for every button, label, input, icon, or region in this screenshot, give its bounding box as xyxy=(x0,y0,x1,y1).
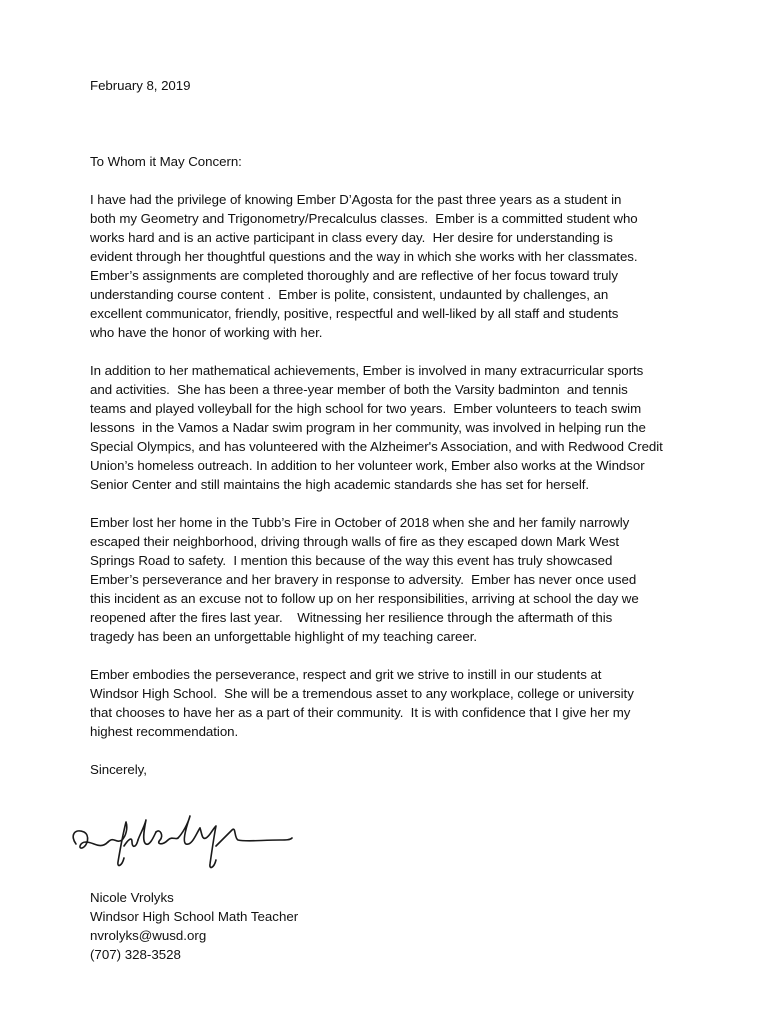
paragraph-line: teams and played volleyball for the high school for two years. Ember volunteers to teach swim xyxy=(90,401,642,416)
paragraph-4 xyxy=(90,665,680,741)
paragraph-line: Ember lost her home in the Tubb’s Fire in October of 2018 when she and her family narrowly xyxy=(90,515,630,530)
paragraph-line: excellent communicator, friendly, positive, respectful and well-liked by all staff and students xyxy=(90,306,619,321)
paragraph-line: tragedy has been an unforgettable highlight of my teaching career. xyxy=(90,629,478,644)
paragraph-line: that chooses to have her as a part of their community. It is with confidence that I give her my xyxy=(90,705,631,720)
paragraph-line: evident through her thoughtful questions and the way in which she works with her classmates. xyxy=(90,249,638,264)
paragraph-line: I have had the privilege of knowing Ember D’Agosta for the past three years as a student in xyxy=(90,192,622,207)
paragraph-line: understanding course content . Ember is polite, consistent, undaunted by challenges, an xyxy=(90,287,609,302)
paragraph-2 xyxy=(90,361,680,494)
signer-name: Nicole Vrolyks xyxy=(90,890,174,905)
paragraph-line: highest recommendation. xyxy=(90,724,239,739)
paragraph-line: Ember embodies the perseverance, respect and grit we strive to instill in our students at xyxy=(90,667,602,682)
paragraph-line: Senior Center and still maintains the high academic standards she has set for herself. xyxy=(90,477,590,492)
paragraph-line: Ember’s perseverance and her bravery in response to adversity. Ember has never once used xyxy=(90,572,637,587)
paragraph-line: Ember’s assignments are completed thoroughly and are reflective of her focus toward truly xyxy=(90,268,618,283)
signer-phone: (707) 328-3528 xyxy=(90,947,181,962)
handwritten-signature xyxy=(66,806,298,876)
paragraph-line: Special Olympics, and has volunteered with the Alzheimer's Association, and with Redwood Credit xyxy=(90,439,663,454)
paragraph-line: escaped their neighborhood, driving through walls of fire as they escaped down Mark West xyxy=(90,534,620,549)
paragraph-line: Windsor High School. She will be a tremendous asset to any workplace, college or university xyxy=(90,686,634,701)
signer-email: nvrolyks@wusd.org xyxy=(90,928,207,943)
letter-closing: Sincerely, xyxy=(90,762,147,777)
paragraph-line: who have the honor of working with her. xyxy=(90,325,323,340)
paragraph-line: and activities. She has been a three-year member of both the Varsity badminton and tennis xyxy=(90,382,628,397)
paragraph-line: Springs Road to safety. I mention this because of the way this event has truly showcased xyxy=(90,553,613,568)
paragraph-line: In addition to her mathematical achievements, Ember is involved in many extracurricular sports xyxy=(90,363,644,378)
letter-body xyxy=(90,76,680,779)
paragraph-1 xyxy=(90,190,680,342)
paragraph-line: this incident as an excuse not to follow up on her responsibilities, arriving at school the day we xyxy=(90,591,639,606)
letter-salutation: To Whom it May Concern: xyxy=(90,154,242,169)
paragraph-3 xyxy=(90,513,680,646)
paragraph-line: works hard and is an active participant in class every day. Her desire for understanding is xyxy=(90,230,613,245)
paragraph-line: Union’s homeless outreach. In addition to her volunteer work, Ember also works at the Windsor xyxy=(90,458,645,473)
signer-title: Windsor High School Math Teacher xyxy=(90,909,299,924)
letter-date: February 8, 2019 xyxy=(90,78,191,93)
paragraph-line: lessons in the Vamos a Nadar swim program in her community, was involved in helping run the xyxy=(90,420,646,435)
paragraph-line: both my Geometry and Trigonometry/Precalculus classes. Ember is a committed student who xyxy=(90,211,638,226)
signer-contact xyxy=(90,888,298,964)
paragraph-line: reopened after the fires last year. Witnessing her resilience through the aftermath of this xyxy=(90,610,613,625)
